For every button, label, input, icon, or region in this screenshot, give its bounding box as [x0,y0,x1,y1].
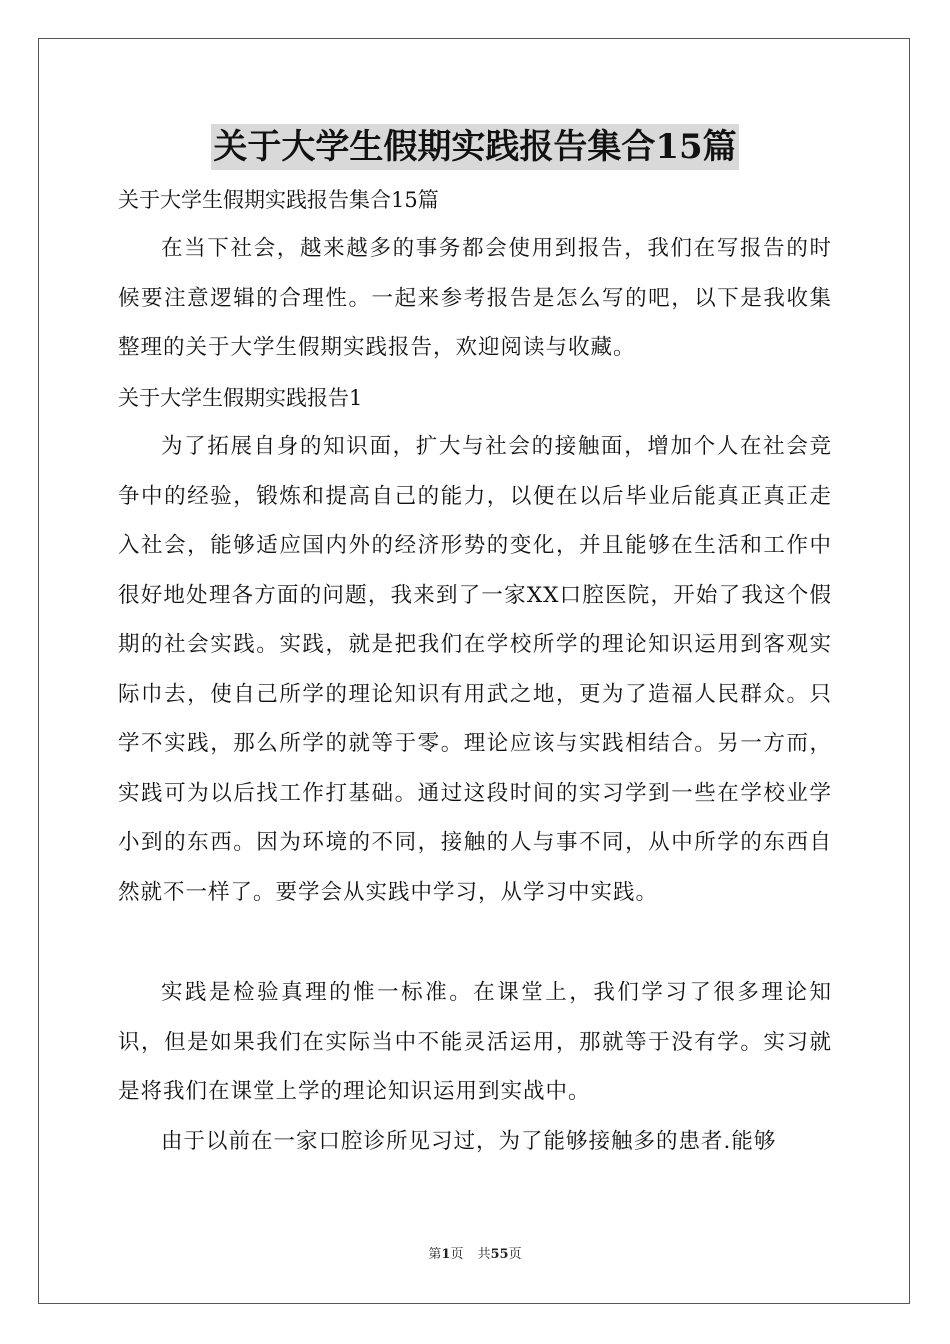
title-container [0,124,950,170]
total-suffix: 页 [508,1247,522,1262]
page-footer [0,1246,950,1264]
document-subtitle: 关于大学生假期实践报告集合15篇 [118,188,439,212]
document-title: 关于大学生假期实践报告集合15篇 [211,124,738,170]
body-paragraph-1: 为了拓展自身的知识面，扩大与社会的接触面，增加个人在社会竞争中的经验，锻炼和提高自己的能力，以便在以后毕业后能真正真正走入社会，能够适应国内外的经济形势的变化，并且能够在生活和工作中很好地处理各方面的问题，我来到了一家XX口腔医院，开始了我这个假期的社会实践。实践，就是把我们在学校所学的理论知识运用到客观实际巾去，使自己所学的理论知识有用武之地，更为了造福人民群众。只学不实践，那么所学的就等于零。理论应该与实践相结合。另一方而，实践可为以后找工作打基础。通过这段时间的实习学到一些在学校业学小到的东西。因为环境的不同，接触的人与事不同，从中所学的东西自然就不一样了。要学会从实践中学习，从学习中实践。 [118,434,832,905]
body-paragraph-2: 实践是检验真理的惟一标准。在课堂上，我们学习了很多理论知识，但是如果我们在实际当中不能灵活运用，那就等于没有学。实习就是将我们在课堂上学的理论知识运用到实战中。 [118,980,832,1104]
total-prefix: 共 [477,1247,491,1262]
page-number: 1 [441,1247,451,1262]
page-prefix: 第 [428,1247,442,1262]
page-suffix: 页 [450,1247,464,1262]
total-pages: 55 [490,1247,509,1262]
body-paragraph-3: 由于以前在一家口腔诊所见习过，为了能够接触多的患者.能够 [161,1129,777,1154]
section-heading: 关于大学生假期实践报告1 [118,386,363,410]
intro-paragraph: 在当下社会，越来越多的事务都会使用到报告，我们在写报告的时候要注意逻辑的合理性。一起来参考报告是怎么写的吧，以下是我收集整理的关于大学生假期实践报告，欢迎阅读与收藏。 [118,236,832,360]
